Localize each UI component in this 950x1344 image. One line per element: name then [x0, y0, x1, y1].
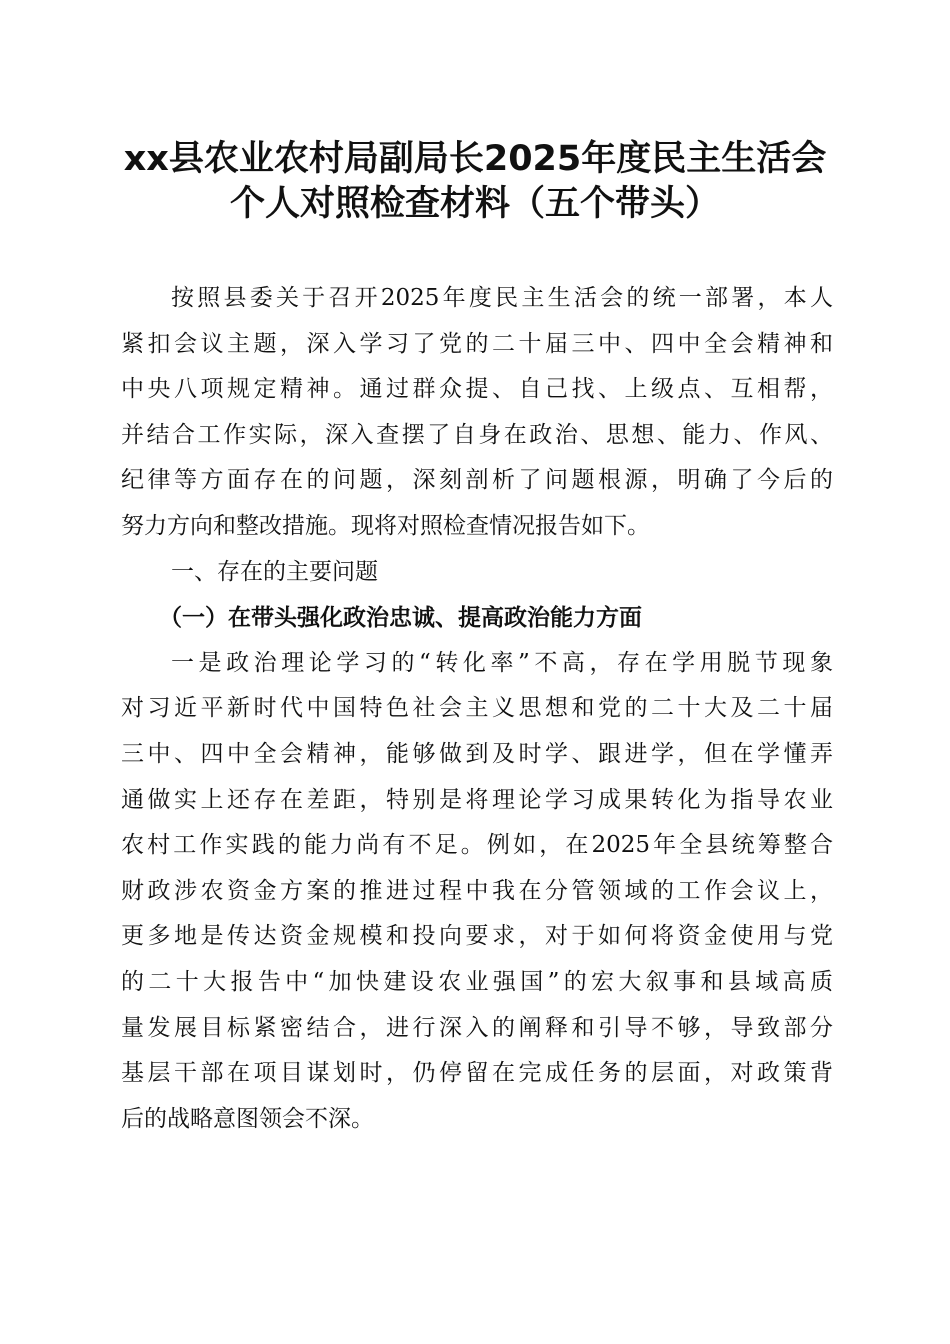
body-text-line: 紧扣会议主题，深入学习了党的二十届三中、四中全会精神和	[121, 330, 833, 357]
body-text-line: 财政涉农资金方案的推进过程中我在分管领域的工作会议上，	[121, 877, 833, 904]
body-text-line: 的二十大报告中“加快建设农业强国”的宏大叙事和县域高质	[121, 968, 833, 995]
body-text-line: 努力方向和整改措施。现将对照检查情况报告如下。	[121, 512, 650, 539]
body-text-line: 一是政治理论学习的“转化率”不高，存在学用脱节现象	[171, 649, 833, 676]
body-text-line: 农村工作实践的能力尚有不足。例如，在2025年全县统筹整合	[121, 832, 833, 859]
body-text-line: 基层干部在项目谋划时，仍停留在完成任务的层面，对政策背	[121, 1060, 833, 1087]
body-text-line: 后的战略意图领会不深。	[121, 1105, 374, 1132]
document-body	[121, 276, 833, 1142]
body-text-line: 三中、四中全会精神，能够做到及时学、跟进学，但在学懂弄	[121, 740, 833, 767]
body-text-line: 通做实上还存在差距，特别是将理论学习成果转化为指导农业	[121, 786, 833, 813]
body-text-line: 一、存在的主要问题	[171, 558, 378, 585]
body-text-line: 量发展目标紧密结合，进行深入的阐释和引导不够，导致部分	[121, 1014, 833, 1041]
body-text-line: 并结合工作实际，深入查摆了自身在政治、思想、能力、作风、	[121, 421, 833, 448]
body-text-line: 更多地是传达资金规模和投向要求，对于如何将资金使用与党	[121, 923, 833, 950]
body-text-line: 按照县委关于召开2025年度民主生活会的统一部署，本人	[171, 285, 833, 311]
body-text-line: 对习近平新时代中国特色社会主义思想和党的二十大及二十届	[121, 695, 833, 722]
document-title-line-2: 个人对照检查材料（五个带头）	[229, 184, 720, 224]
body-text-line: 纪律等方面存在的问题，深刻剖析了问题根源，明确了今后的	[121, 467, 833, 494]
body-text-line: 中央八项规定精神。通过群众提、自己找、上级点、互相帮，	[121, 376, 833, 403]
document-title-line-1: xx县农业农村局副局长2025年度民主生活会	[123, 139, 827, 179]
body-text-line: （一）在带头强化政治忠诚、提高政治能力方面	[159, 604, 642, 632]
